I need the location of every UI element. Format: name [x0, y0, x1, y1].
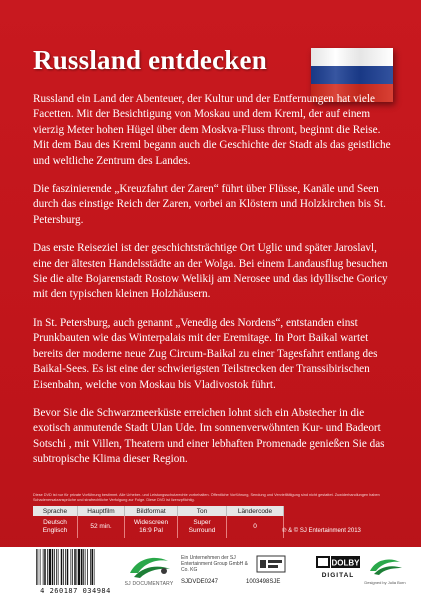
paragraph: In St. Petersburg, auch genannt „Venedig des Nordens“, entstanden einst Prunkbauten wie das Winterpalais mit der Eremitage. In Port Baikal wartet bereits der moderne neue Zug Circum-Baikal zu einer Tagesfahrt entlang des Baikal-Sees. Es ist eine der schwierigsten Teilstrecken der Transsibirischen Eisenbahn, welche von Moskau bis Vladivostok führt.: [33, 316, 378, 391]
spec-header-region: Ländercode: [227, 506, 284, 516]
paragraph: Das erste Reiseziel ist der geschichtsträchtige Ort Uglic und später Jaroslavl, eine der ältesten Handelsstädte an der Wolga. Bei einem Landausflug besuchen Sie die alte Bojarenstadt Rostow Welikij am Nerosee und das idyllische Goricy mit den typischen kleinen Holzhäusern.: [33, 242, 388, 301]
spec-header-language: Sprache: [33, 506, 78, 516]
barcode: [34, 549, 117, 597]
sj-small-swoosh-icon: [362, 553, 408, 579]
paragraph: Russland ein Land der Abenteuer, der Kultur und der Entfernungen hat viele Facetten. Mit der Besichtigung von Moskau und dem Kreml, der auf einem vierzig Meter hohen Hügel über dem Moskva-Fluss thront, beginnt die Reise. Mit dem Bau des Kreml begann auch die Geschichte der Stadt als das geistliche und weltliche Zentrum des Landes.: [33, 93, 391, 167]
spec-runtime: 52 min.: [78, 516, 125, 538]
spec-header-runtime: Hauptfilm: [78, 506, 125, 516]
designer-credit: Designed by Julia Born: [364, 580, 406, 585]
copyright-notice: ℗ & © SJ Entertainment 2013: [282, 528, 361, 534]
spec-header-format: Bildformat: [125, 506, 178, 516]
catalog-code: SJDVDE0247: [181, 579, 219, 585]
spec-format: Widescreen 16:9 Pal: [125, 516, 178, 538]
sj-swoosh-icon: [120, 553, 178, 581]
sj-documentary-logo: [120, 553, 178, 595]
spec-header-sound: Ton: [178, 506, 227, 516]
bottom-strip: [0, 547, 421, 600]
company-info: [181, 555, 251, 585]
description-text: [33, 92, 393, 481]
dolby-logo: [316, 555, 360, 579]
spec-sound: Super Surround: [178, 516, 227, 538]
cover-title: Russland entdecken: [33, 45, 267, 75]
dolby-digital-text: DIGITAL: [321, 572, 355, 579]
barcode-number: 4 260187 034984: [40, 587, 111, 595]
paragraph: Die faszinierende „Kreuzfahrt der Zaren“ führt über Flüsse, Kanäle und Seen durch das einstige Reich der Zaren, vorbei an Klöstern und Holzkirchen bis St. Petersburg.: [33, 183, 386, 226]
legal-notice: Diese DVD ist nur für private Vorführung bestimmt. Alle Urheber- und Leistungsschutzrechte vorbehalten. Öffentliche Vorführung, Sendung und Vervielfältigung sind nicht gestattet. Zuwiderhandlungen haben Schadenersatzansprüche und strafrechtliche Verfolgung zur Folge. Diese DVD ist lizenzpflichtig.: [33, 493, 380, 502]
sj-label: SJ DOCUMENTARY: [124, 581, 174, 587]
fsk-code: 1003498SJE: [246, 579, 281, 585]
sj-designer-logo: [362, 553, 408, 593]
dolby-icon: [316, 555, 360, 579]
company-text: Ein Unternehmen der SJ Entertainment Group GmbH & Co. KG: [181, 555, 248, 573]
paragraph: Bevor Sie die Schwarzmeerküste erreichen lohnt sich ein Abstecher in die exotisch anmutende Stadt Ulan Ude. Im sonnenverwöhnten Kur- und Badeort Sotschi , mit Villen, Theatern und einer lebhaften Promenade genießen Sie das subtropische Klima dieser Region.: [33, 406, 385, 466]
distribution-mark: [256, 552, 286, 582]
spec-region: 0: [227, 516, 284, 538]
distribution-mark-icon: [256, 552, 286, 576]
spec-language: Deutsch Englisch: [33, 516, 78, 538]
barcode-bars-icon: [34, 549, 117, 587]
dolby-text: DOLBY: [331, 558, 360, 568]
